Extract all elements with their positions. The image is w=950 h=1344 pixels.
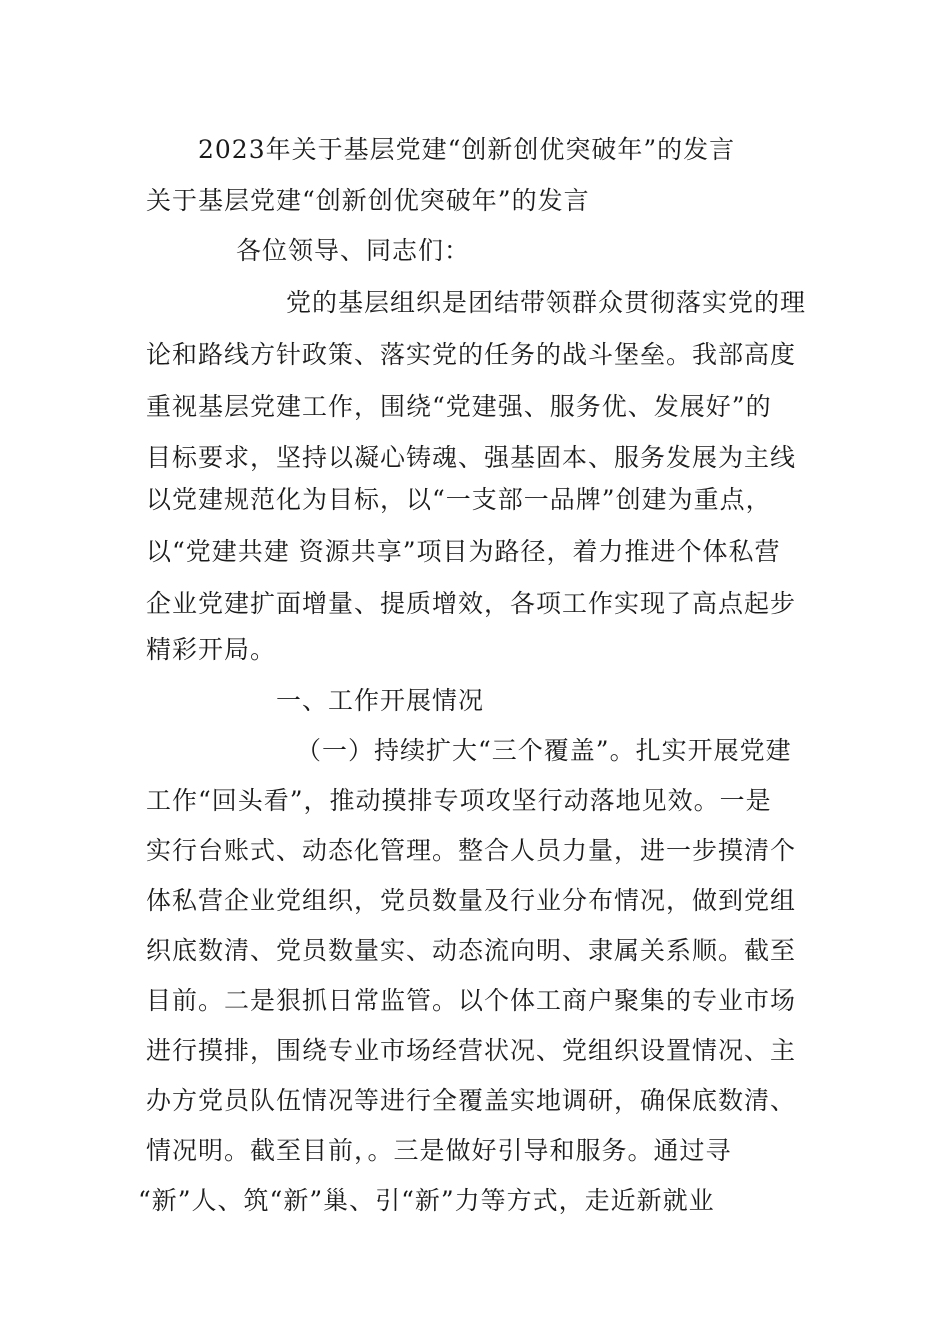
paragraph-line: 工作“回头看”，推动摸排专项攻坚行动落地见效。一是: [146, 786, 772, 815]
paragraph-line: 论和路线方针政策、落实党的任务的战斗堡垒。我部高度: [146, 340, 797, 369]
document-title: 2023年关于基层党建“创新创优突破年”的发言: [198, 135, 736, 164]
paragraph-line: 党的基层组织是团结带领群众贯彻落实党的理: [286, 288, 807, 317]
paragraph-line: 织底数清、党员数量实、动态流向明、隶属关系顺。截至: [146, 936, 797, 965]
paragraph-line: 进行摸排，围绕专业市场经营状况、党组织设置情况、主: [146, 1036, 797, 1065]
greeting: 各位领导、同志们：: [236, 236, 471, 265]
paragraph-line: 重视基层党建工作，围绕“党建强、服务优、发展好”的: [146, 392, 772, 421]
paragraph-line: 以“党建共建 资源共享”项目为路径，着力推进个体私营: [146, 537, 781, 566]
paragraph-line: “新”人、筑“新”巢、引“新”力等方式，走近新就业: [138, 1186, 715, 1215]
paragraph-line: 精彩开局。: [146, 635, 277, 664]
paragraph-line: 以党建规范化为目标，以“一支部一品牌”创建为重点，: [146, 485, 772, 514]
section-heading: 一、工作开展情况: [276, 686, 485, 715]
paragraph-line: 目标要求，坚持以凝心铸魂、强基固本、服务发展为主线: [146, 443, 797, 472]
paragraph-line: 目前。二是狠抓日常监管。以个体工商户聚集的专业市场: [146, 986, 797, 1015]
paragraph-line: 实行台账式、动态化管理。整合人员力量，进一步摸清个: [146, 836, 797, 865]
paragraph-line: 体私营企业党组织，党员数量及行业分布情况，做到党组: [146, 886, 797, 915]
paragraph-line: 情况明。截至目前，。三是做好引导和服务。通过寻: [146, 1136, 732, 1165]
paragraph-line: 办方党员队伍情况等进行全覆盖实地调研，确保底数清、: [146, 1086, 797, 1115]
paragraph-line: 企业党建扩面增量、提质增效，各项工作实现了高点起步: [146, 589, 797, 618]
document-subtitle: 关于基层党建“创新创优突破年”的发言: [146, 186, 590, 215]
paragraph-line: （一）持续扩大“三个覆盖”。扎实开展党建: [296, 736, 792, 765]
